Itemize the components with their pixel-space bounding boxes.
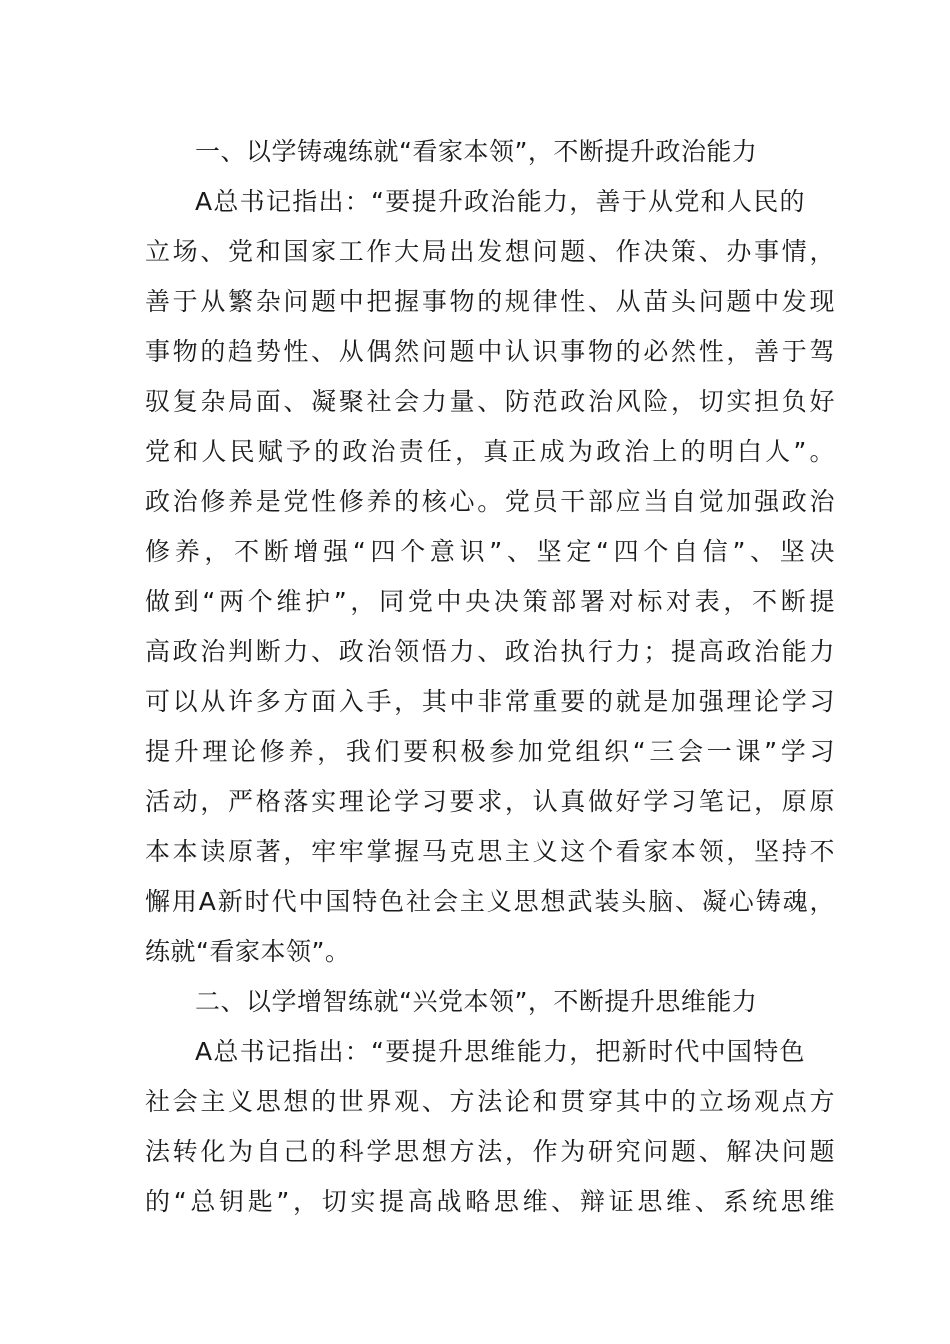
section-heading-2: 二、以学增智练就“兴党本领”，不断提升思维能力 bbox=[195, 987, 758, 1016]
paragraph-line: 懈用A新时代中国特色社会主义思想武装头脑、凝心铸魂， bbox=[145, 887, 835, 916]
paragraph-line: 驭复杂局面、凝聚社会力量、防范政治风险，切实担负好 bbox=[145, 387, 835, 416]
paragraph-line: 提升理论修养，我们要积极参加党组织“三会一课”学习 bbox=[145, 737, 835, 766]
paragraph-line: 高政治判断力、政治领悟力、政治执行力；提高政治能力 bbox=[145, 637, 835, 666]
paragraph-line: 本本读原著，牢牢掌握马克思主义这个看家本领，坚持不 bbox=[145, 837, 835, 866]
paragraph-line: 修养，不断增强“四个意识”、坚定“四个自信”、坚决 bbox=[145, 537, 835, 566]
paragraph-line: 善于从繁杂问题中把握事物的规律性、从苗头问题中发现 bbox=[145, 287, 835, 316]
paragraph-line: 社会主义思想的世界观、方法论和贯穿其中的立场观点方 bbox=[145, 1087, 835, 1116]
paragraph-line: 法转化为自己的科学思想方法，作为研究问题、解决问题 bbox=[145, 1137, 835, 1166]
paragraph-line: 练就“看家本领”。 bbox=[145, 937, 351, 966]
paragraph-line: 的“总钥匙”，切实提高战略思维、辩证思维、系统思维 bbox=[145, 1187, 835, 1216]
paragraph-line: 党和人民赋予的政治责任，真正成为政治上的明白人”。 bbox=[145, 437, 835, 466]
paragraph-line: 事物的趋势性、从偶然问题中认识事物的必然性，善于驾 bbox=[145, 337, 835, 366]
paragraph-line: 可以从许多方面入手，其中非常重要的就是加强理论学习 bbox=[145, 687, 835, 716]
paragraph-line: 立场、党和国家工作大局出发想问题、作决策、办事情， bbox=[145, 237, 835, 266]
paragraph-line: A总书记指出：“要提升政治能力，善于从党和人民的 bbox=[195, 187, 805, 216]
paragraph-line: A总书记指出：“要提升思维能力，把新时代中国特色 bbox=[195, 1037, 805, 1066]
paragraph-line: 做到“两个维护”，同党中央决策部署对标对表，不断提 bbox=[145, 587, 835, 616]
paragraph-line: 政治修养是党性修养的核心。党员干部应当自觉加强政治 bbox=[145, 487, 835, 516]
section-heading-1: 一、以学铸魂练就“看家本领”，不断提升政治能力 bbox=[195, 137, 758, 166]
paragraph-line: 活动，严格落实理论学习要求，认真做好学习笔记，原原 bbox=[145, 787, 835, 816]
